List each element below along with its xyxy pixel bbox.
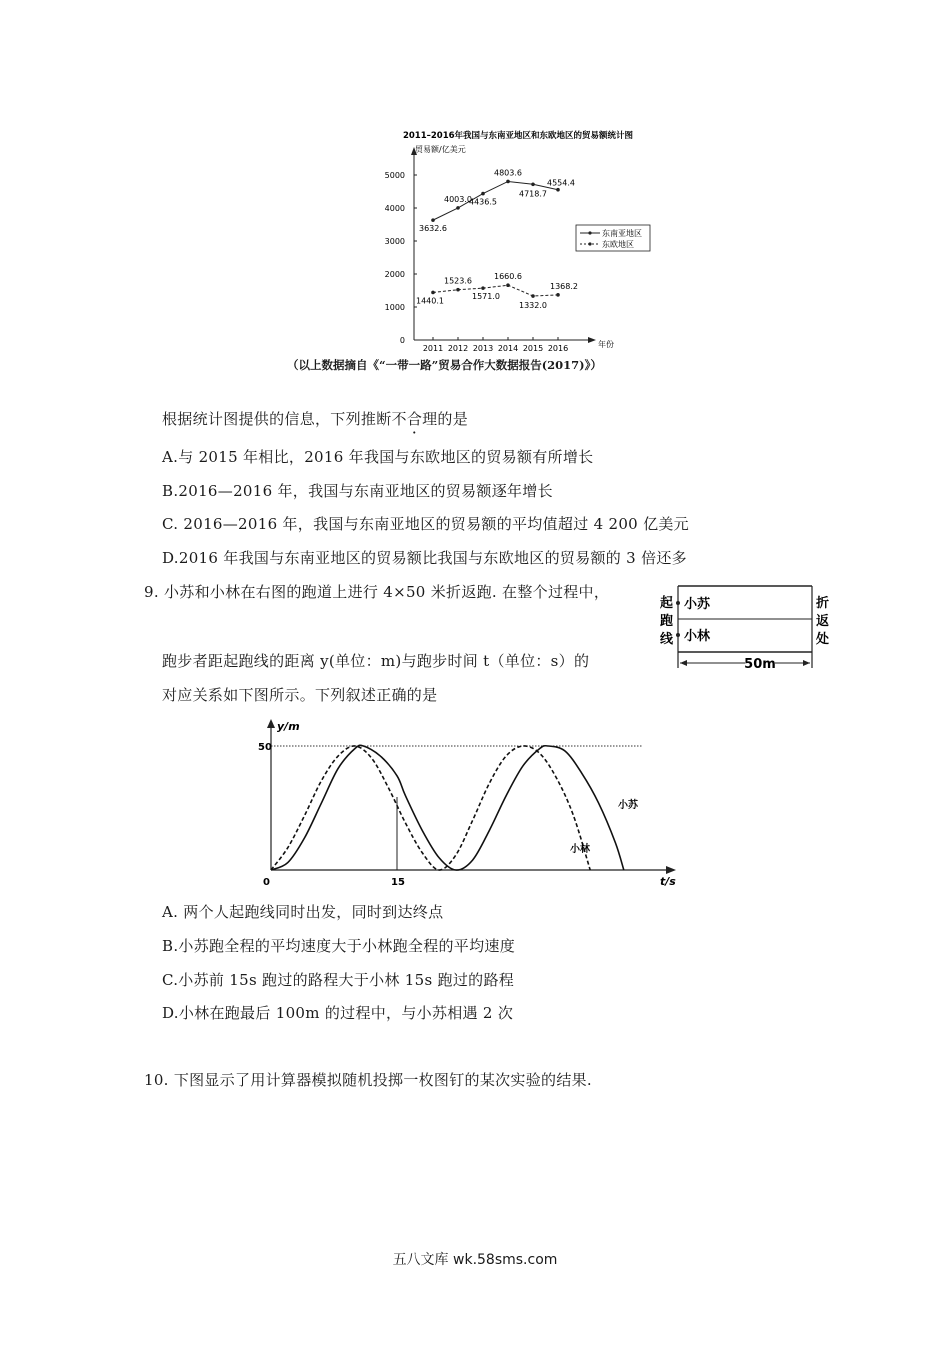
- y-tick-label: 0: [399, 336, 405, 345]
- x-tick-15: 15: [391, 877, 405, 888]
- lane-xiaosu: 小苏: [684, 597, 711, 612]
- svg-text:返: 返: [816, 614, 830, 629]
- label-xiaolin: 小林: [570, 844, 590, 855]
- svg-text:跑: 跑: [660, 614, 674, 629]
- q9-option-b: B.小苏跑全程的平均速度大于小林跑全程的平均速度: [162, 937, 515, 955]
- q8-option-b: B.2016—2016 年，我国与东南亚地区的贸易额逐年增长: [162, 482, 553, 500]
- y-ticks: [385, 171, 417, 345]
- track-distance: 50m: [744, 657, 776, 672]
- series: [416, 168, 578, 310]
- q10-stem: 10. 下图显示了用计算器模拟随机投掷一枚图钉的某次实验的结果.: [144, 1071, 592, 1089]
- data-point: [531, 294, 535, 298]
- y-tick-label: 1000: [384, 303, 405, 312]
- data-label: 1660.6: [494, 272, 522, 282]
- x-axis-arrow: [588, 337, 596, 343]
- x-tick-label: 2016: [547, 344, 569, 353]
- distance-time-graph: [250, 715, 690, 890]
- lane-xiaolin: 小林: [684, 629, 711, 644]
- svg-text:折: 折: [816, 596, 830, 611]
- q9-stem-line3: 对应关系如下图所示。下列叙述正确的是: [162, 686, 438, 704]
- q9-option-d: D.小林在跑最后 100m 的过程中，与小苏相遇 2 次: [162, 1004, 514, 1022]
- svg-text:起: 起: [660, 596, 674, 611]
- turn-point-label: [815, 595, 829, 647]
- y-tick-50: 50: [258, 742, 272, 753]
- x-axis-arrow: [666, 866, 676, 874]
- data-point: [431, 291, 435, 295]
- data-point: [456, 288, 460, 292]
- data-point: [481, 286, 485, 290]
- data-point: [456, 206, 460, 210]
- page-footer: 五八文库 wk.58sms.com: [392, 1252, 558, 1268]
- data-label: 1523.6: [444, 276, 472, 286]
- data-label: 4003.0: [444, 194, 472, 204]
- data-label: 4718.7: [519, 189, 547, 199]
- x-axis-label: t/s: [660, 875, 676, 888]
- y-tick-label: 2000: [384, 270, 405, 279]
- data-point: [556, 293, 560, 297]
- q9-option-c: C.小苏前 15s 跑过的路程大于小林 15s 跑过的路程: [162, 971, 515, 989]
- data-point: [431, 218, 435, 222]
- q9-stem-line1: 9. 小苏和小林在右图的跑道上进行 4×50 米折返跑. 在整个过程中，: [144, 583, 610, 601]
- svg-text:线: 线: [660, 632, 674, 647]
- legend-series-1: 东南亚地区: [602, 229, 642, 238]
- x-ticks: [423, 337, 568, 353]
- q9-stem-line2: 跑步者距起跑线的距离 y(单位：m)与跑步时间 t（单位：s）的: [162, 652, 590, 670]
- q8-option-c: C. 2016—2016 年，我国与东南亚地区的贸易额的平均值超过 4 200 亿美元: [162, 515, 689, 533]
- x-tick-label: 2015: [522, 344, 544, 353]
- x-tick-label: 2011: [422, 344, 444, 353]
- data-point: [506, 283, 510, 287]
- data-point: [531, 182, 535, 186]
- q9-option-a: A. 两个人起跑线同时出发，同时到达终点: [162, 903, 444, 921]
- data-label: 1368.2: [550, 281, 578, 291]
- data-label: 1440.1: [416, 296, 444, 306]
- start-line-label: [660, 595, 674, 647]
- x-tick-label: 2014: [497, 344, 519, 353]
- data-point: [556, 188, 560, 192]
- q8-emphasis: 不合理: [391, 410, 438, 428]
- data-label: 1571.0: [472, 292, 500, 302]
- track-diagram: [650, 583, 840, 673]
- y-tick-label: 5000: [384, 171, 405, 180]
- y-tick-label: 4000: [384, 204, 405, 213]
- data-label: 4803.6: [494, 168, 522, 178]
- label-xiaosu: 小苏: [618, 800, 638, 811]
- y-axis-arrow: [267, 719, 275, 728]
- chart-source: （以上数据摘自《“一带一路”贸易合作大数据报告(2017)》）: [287, 358, 602, 372]
- x-tick-label: 2012: [447, 344, 469, 353]
- data-point: [506, 180, 510, 184]
- data-label: 4554.4: [547, 178, 575, 188]
- q8-option-a: A.与 2015 年相比，2016 年我国与东欧地区的贸易额有所增长: [162, 448, 594, 466]
- data-label: 3632.6: [419, 224, 447, 234]
- q8-option-d: D.2016 年我国与东南亚地区的贸易额比我国与东欧地区的贸易额的 3 倍还多: [162, 549, 687, 567]
- y-tick-label: 3000: [384, 237, 405, 246]
- data-label: 1332.0: [519, 301, 547, 311]
- trade-chart: [370, 125, 680, 375]
- data-point: [481, 192, 485, 196]
- x-axis-label: 年份: [598, 340, 614, 349]
- legend-series-2: 东欧地区: [602, 240, 634, 249]
- svg-text:处: 处: [816, 632, 830, 647]
- chart-title: 2011–2016年我国与东南亚地区和东欧地区的贸易额统计图: [402, 131, 634, 141]
- data-label: 4436.5: [469, 197, 497, 207]
- q8-stem: 根据统计图提供的信息，下列推断不合理的是: [162, 410, 469, 428]
- x-tick-0: 0: [263, 877, 270, 888]
- y-axis-label: y/m: [277, 720, 300, 733]
- x-tick-label: 2013: [472, 344, 494, 353]
- y-axis-label: 贸易额/亿美元: [415, 145, 466, 154]
